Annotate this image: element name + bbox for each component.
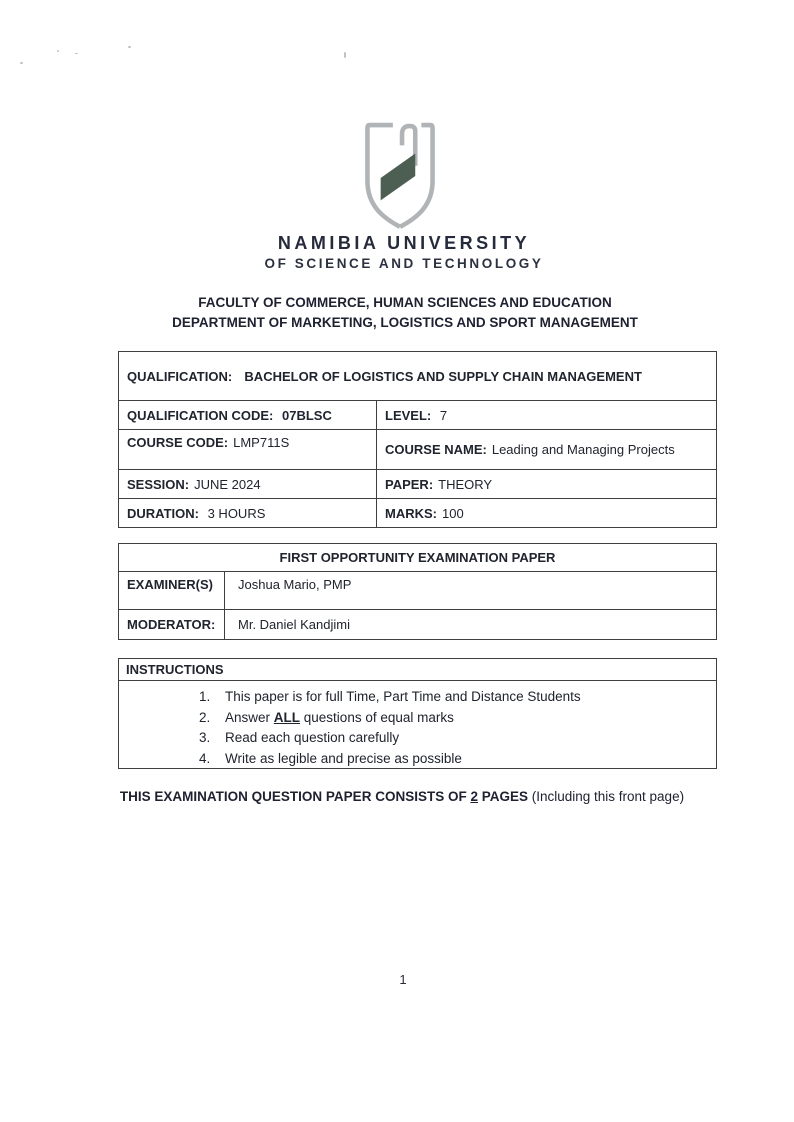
instruction-item — [199, 708, 706, 729]
department-line: DEPARTMENT OF MARKETING, LOGISTICS AND SPORT MANAGEMENT — [172, 315, 638, 330]
session-label: SESSION: — [127, 476, 190, 492]
org-header — [8, 293, 794, 333]
qualification-code-value: 07BLSC — [281, 407, 332, 423]
faculty-line: FACULTY OF COMMERCE, HUMAN SCIENCES AND EDUCATION — [198, 295, 612, 310]
table-row — [119, 352, 716, 400]
scan-speck — [57, 50, 59, 52]
instruction-number: 4. — [199, 750, 211, 766]
scan-speck — [75, 53, 78, 54]
instruction-text: Answer ALL questions of equal marks — [225, 709, 454, 725]
level-label: LEVEL: — [385, 407, 435, 423]
scan-speck — [20, 62, 23, 64]
level-value: 7 — [439, 407, 448, 423]
examiner-label: EXAMINER(S) — [127, 577, 213, 592]
instruction-text: This paper is for full Time, Part Time and Distance Students — [225, 689, 581, 704]
instructions-title: INSTRUCTIONS — [119, 659, 716, 681]
page-count-note-bold: THIS EXAMINATION QUESTION PAPER CONSISTS OF — [119, 789, 471, 804]
instruction-number: 1. — [199, 689, 211, 704]
course-name-label: COURSE NAME: — [385, 442, 487, 457]
table-row — [119, 498, 716, 527]
session-cell — [119, 470, 377, 498]
university-logo-shield-icon — [352, 121, 448, 237]
marks-label: MARKS: — [385, 505, 437, 521]
instruction-text: Read each question carefully — [225, 730, 400, 745]
course-code-cell — [119, 430, 377, 469]
instruction-number: 3. — [199, 730, 211, 745]
duration-value: 3 HOURS — [207, 505, 266, 521]
examiner-value: Joshua Mario, PMP — [238, 577, 352, 592]
duration-label: DURATION: — [127, 505, 203, 521]
instruction-number: 2. — [199, 709, 211, 725]
table-row — [119, 469, 716, 498]
exam-paper-title: FIRST OPPORTUNITY EXAMINATION PAPER — [279, 550, 556, 565]
table-row — [119, 609, 716, 639]
university-tagline: OF SCIENCE AND TECHNOLOGY — [264, 256, 544, 271]
page-count-number: 2 — [470, 789, 478, 804]
instruction-text: Write as legible and precise as possible — [225, 750, 462, 766]
university-name: NAMIBIA UNIVERSITY — [277, 233, 531, 253]
moderator-label-cell — [119, 610, 225, 639]
course-details-table — [118, 351, 717, 528]
table-row — [119, 429, 716, 469]
table-row — [119, 400, 716, 429]
moderator-value-cell — [225, 610, 716, 639]
paper-cell — [377, 470, 716, 498]
instruction-item — [199, 749, 706, 770]
paper-label: PAPER: — [385, 476, 434, 492]
moderator-value: Mr. Daniel Kandjimi — [238, 617, 350, 632]
logo-flag-shape — [381, 154, 416, 201]
instructions-box — [118, 658, 717, 769]
instructions-list — [119, 681, 716, 769]
university-wordmark — [7, 234, 794, 271]
session-value: JUNE 2024 — [194, 476, 261, 492]
exam-paper-table — [118, 543, 717, 640]
scan-speck — [128, 46, 131, 48]
qualification-cell — [119, 352, 716, 400]
page-count-note-regular: (Including this front page) — [531, 789, 685, 804]
paper-value: THEORY — [438, 476, 493, 492]
examiner-label-cell — [119, 572, 225, 609]
qualification-code-cell — [119, 401, 377, 429]
instruction-item — [199, 728, 706, 749]
duration-cell — [119, 499, 377, 527]
page-count-note: THIS EXAMINATION QUESTION PAPER CONSISTS OF 2 PAGES (Including this front page) — [119, 789, 685, 804]
scan-speck — [344, 52, 346, 58]
course-code-value: LMP711S — [233, 435, 290, 450]
course-code-label: COURSE CODE: — [127, 435, 229, 450]
qualification-code-label: QUALIFICATION CODE: — [127, 407, 277, 423]
table-row — [119, 571, 716, 609]
course-name-value: Leading and Managing Projects — [491, 442, 675, 457]
page-number: 1 — [399, 972, 407, 987]
marks-value: 100 — [442, 505, 464, 521]
course-name-cell — [377, 430, 716, 469]
moderator-label: MODERATOR: — [127, 617, 216, 632]
qualification-value: BACHELOR OF LOGISTICS AND SUPPLY CHAIN MANAGEMENT — [244, 368, 642, 384]
instruction-item — [199, 687, 706, 708]
level-cell — [377, 401, 716, 429]
marks-cell — [377, 499, 716, 527]
qualification-label: QUALIFICATION: — [127, 368, 240, 384]
examiner-value-cell — [225, 572, 716, 609]
